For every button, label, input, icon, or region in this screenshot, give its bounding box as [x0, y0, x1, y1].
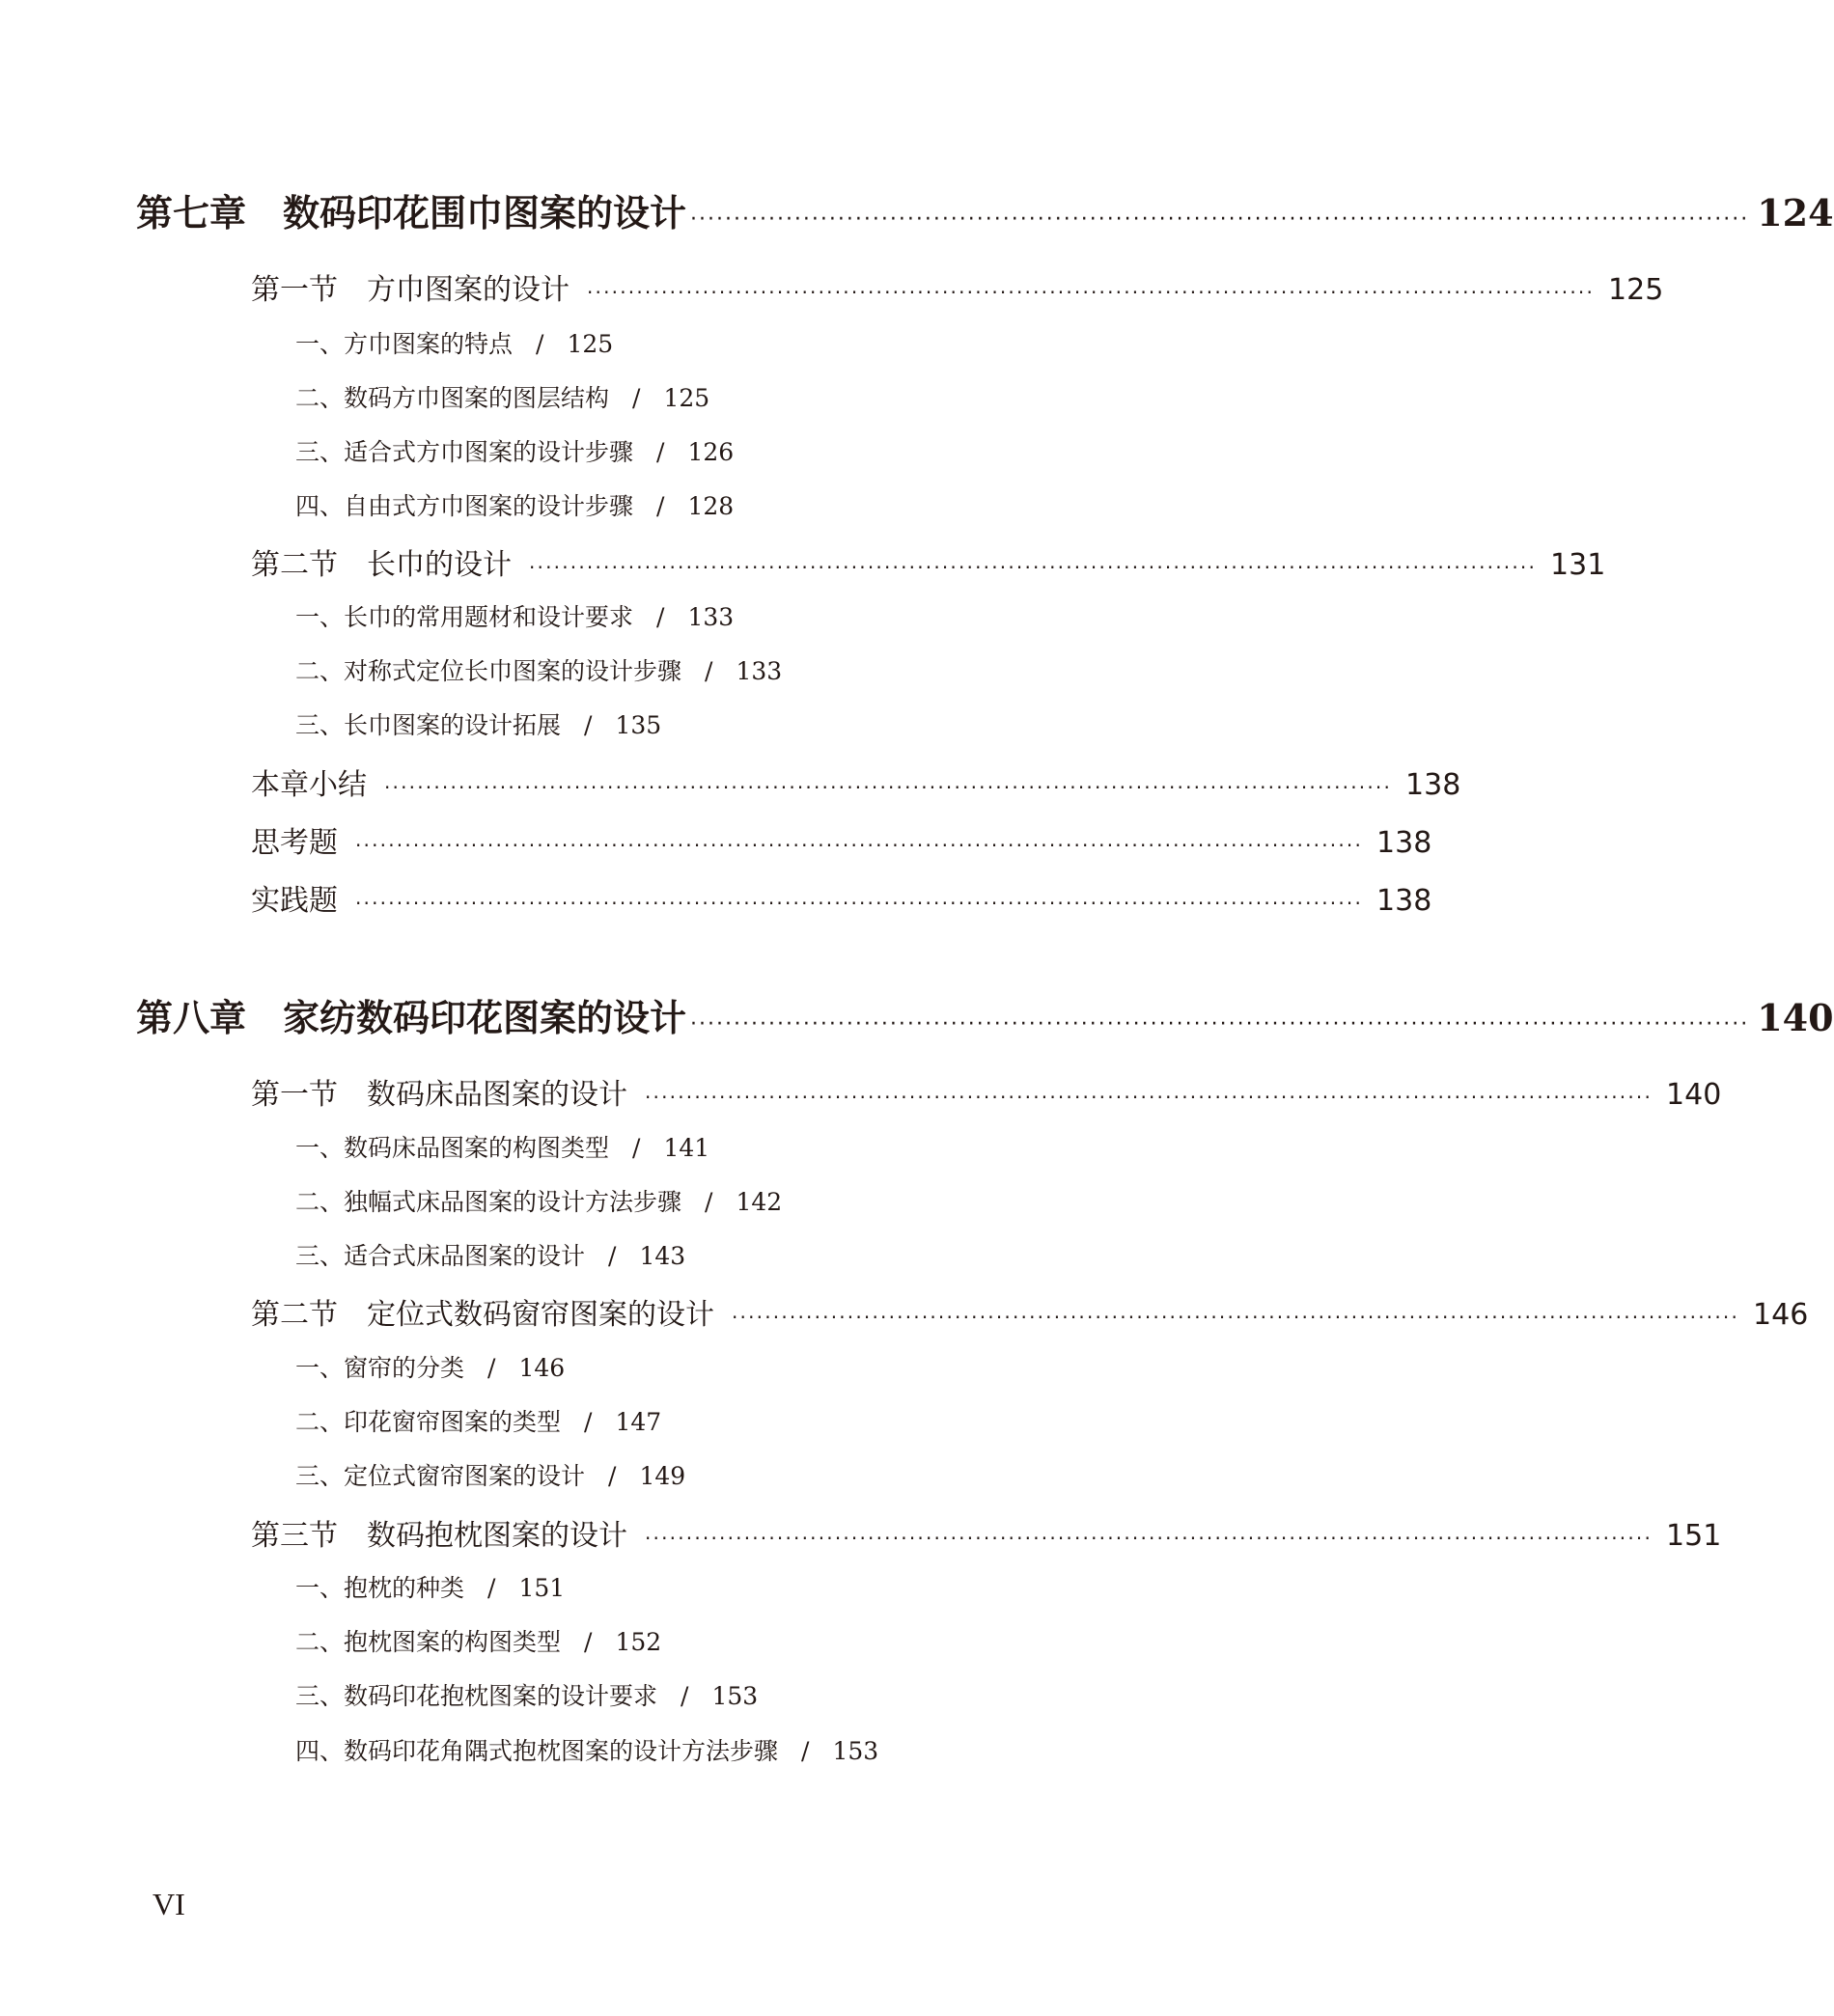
section-title: 思考题 — [251, 826, 338, 860]
item-separator: / — [656, 603, 665, 631]
item-separator: / — [487, 1574, 496, 1602]
item-separator: / — [584, 1408, 593, 1436]
item-page-number: 128 — [687, 492, 735, 520]
item-page-number: 143 — [639, 1242, 686, 1270]
item-page-number: 146 — [518, 1354, 566, 1382]
item-page-number: 151 — [518, 1574, 566, 1602]
toc-section-entry — [251, 540, 1606, 583]
toc-item-entry — [295, 1623, 661, 1658]
item-page-number: 153 — [711, 1682, 759, 1710]
page-folio: VI — [153, 1887, 185, 1921]
section-page-number: 138 — [1376, 826, 1432, 860]
dot-leader: ·························································································································· — [529, 556, 1538, 579]
item-title: 四、数码印花角隅式抱枕图案的设计方法步骤 — [295, 1737, 779, 1765]
item-title: 一、窗帘的分类 — [295, 1354, 465, 1382]
toc-item-entry — [295, 1732, 878, 1767]
item-separator: / — [632, 384, 641, 412]
item-title: 三、定位式窗帘图案的设计 — [295, 1462, 586, 1490]
section-page-number: 125 — [1608, 273, 1664, 307]
item-page-number: 125 — [663, 384, 710, 412]
section-page-number: 151 — [1666, 1519, 1722, 1553]
section-title: 第三节 数码抱枕图案的设计 — [251, 1519, 627, 1553]
chapter-title: 第八章 家纺数码印花图案的设计 — [136, 996, 687, 1039]
section-title: 实践题 — [251, 884, 338, 918]
item-separator: / — [608, 1242, 617, 1270]
dot-leader: ·························································································································· — [645, 1086, 1653, 1109]
item-separator: / — [681, 1682, 689, 1710]
item-separator: / — [705, 1188, 713, 1216]
item-title: 四、自由式方巾图案的设计步骤 — [295, 492, 634, 520]
item-page-number: 149 — [639, 1462, 686, 1490]
item-separator: / — [656, 492, 665, 520]
item-title: 二、抱枕图案的构图类型 — [295, 1628, 562, 1656]
section-title: 第一节 数码床品图案的设计 — [251, 1078, 627, 1112]
item-title: 三、适合式方巾图案的设计步骤 — [295, 438, 634, 466]
section-title: 第一节 方巾图案的设计 — [251, 273, 570, 307]
section-page-number: 140 — [1666, 1078, 1722, 1112]
toc-item-entry — [295, 1677, 758, 1712]
chapter-page-number: 140 — [1757, 996, 1834, 1039]
toc-item-entry — [295, 379, 709, 414]
dot-leader: ·························································································································· — [690, 1012, 1750, 1036]
item-page-number: 125 — [567, 330, 614, 358]
toc-section-entry — [251, 818, 1432, 861]
item-title: 二、数码方巾图案的图层结构 — [295, 384, 610, 412]
item-separator: / — [536, 330, 544, 358]
toc-item-entry — [295, 1183, 782, 1218]
item-title: 一、长巾的常用题材和设计要求 — [295, 603, 634, 631]
chapter-heading — [136, 183, 1834, 236]
item-page-number: 147 — [615, 1408, 662, 1436]
toc-item-entry — [295, 1129, 709, 1164]
item-separator: / — [584, 711, 593, 739]
item-title: 三、长巾图案的设计拓展 — [295, 711, 562, 739]
section-page-number: 138 — [1405, 768, 1461, 802]
item-separator: / — [705, 657, 713, 685]
chapter-title: 第七章 数码印花围巾图案的设计 — [136, 191, 687, 235]
toc-section-entry — [251, 265, 1664, 308]
toc-section-entry — [251, 876, 1432, 919]
dot-leader: ·························································································································· — [645, 1527, 1653, 1550]
toc-item-entry — [295, 598, 734, 633]
toc-item-entry — [295, 1237, 685, 1272]
item-title: 一、数码床品图案的构图类型 — [295, 1134, 610, 1162]
item-separator: / — [584, 1628, 593, 1656]
toc-item-entry — [295, 1349, 565, 1384]
dot-leader: ·························································································································· — [384, 776, 1393, 799]
item-title: 三、数码印花抱枕图案的设计要求 — [295, 1682, 658, 1710]
toc-item-entry — [295, 433, 734, 468]
item-page-number: 126 — [687, 438, 735, 466]
section-title: 本章小结 — [251, 768, 367, 802]
toc-item-entry — [295, 1569, 565, 1604]
toc-item-entry — [295, 1457, 685, 1492]
toc-section-entry — [251, 1070, 1722, 1113]
item-page-number: 135 — [615, 711, 662, 739]
toc-item-entry — [295, 325, 613, 360]
section-page-number: 138 — [1376, 884, 1432, 918]
item-title: 二、独幅式床品图案的设计方法步骤 — [295, 1188, 682, 1216]
item-separator: / — [801, 1737, 810, 1765]
section-title: 第二节 定位式数码窗帘图案的设计 — [251, 1298, 714, 1332]
dot-leader: ·························································································································· — [355, 892, 1364, 915]
dot-leader: ·························································································································· — [587, 281, 1596, 304]
item-page-number: 153 — [832, 1737, 879, 1765]
item-title: 二、对称式定位长巾图案的设计步骤 — [295, 657, 682, 685]
section-page-number: 131 — [1550, 548, 1606, 582]
section-page-number: 146 — [1753, 1298, 1809, 1332]
toc-section-entry — [251, 760, 1461, 803]
chapter-page-number: 124 — [1757, 191, 1834, 235]
item-title: 三、适合式床品图案的设计 — [295, 1242, 586, 1270]
item-separator: / — [656, 438, 665, 466]
item-separator: / — [608, 1462, 617, 1490]
toc-item-entry — [295, 1403, 661, 1438]
toc-section-entry — [251, 1511, 1722, 1554]
dot-leader: ·························································································································· — [732, 1306, 1740, 1329]
item-title: 一、方巾图案的特点 — [295, 330, 514, 358]
item-page-number: 152 — [615, 1628, 662, 1656]
dot-leader: ·························································································································· — [690, 207, 1750, 232]
item-separator: / — [632, 1134, 641, 1162]
chapter-heading — [136, 988, 1834, 1041]
item-page-number: 142 — [736, 1188, 783, 1216]
dot-leader: ·························································································································· — [355, 834, 1364, 857]
toc-item-entry — [295, 706, 661, 741]
toc-item-entry — [295, 487, 734, 522]
item-title: 二、印花窗帘图案的类型 — [295, 1408, 562, 1436]
toc-item-entry — [295, 652, 782, 687]
toc-section-entry — [251, 1290, 1809, 1333]
item-title: 一、抱枕的种类 — [295, 1574, 465, 1602]
item-page-number: 133 — [687, 603, 735, 631]
item-page-number: 141 — [663, 1134, 710, 1162]
item-page-number: 133 — [736, 657, 783, 685]
item-separator: / — [487, 1354, 496, 1382]
section-title: 第二节 长巾的设计 — [251, 548, 512, 582]
